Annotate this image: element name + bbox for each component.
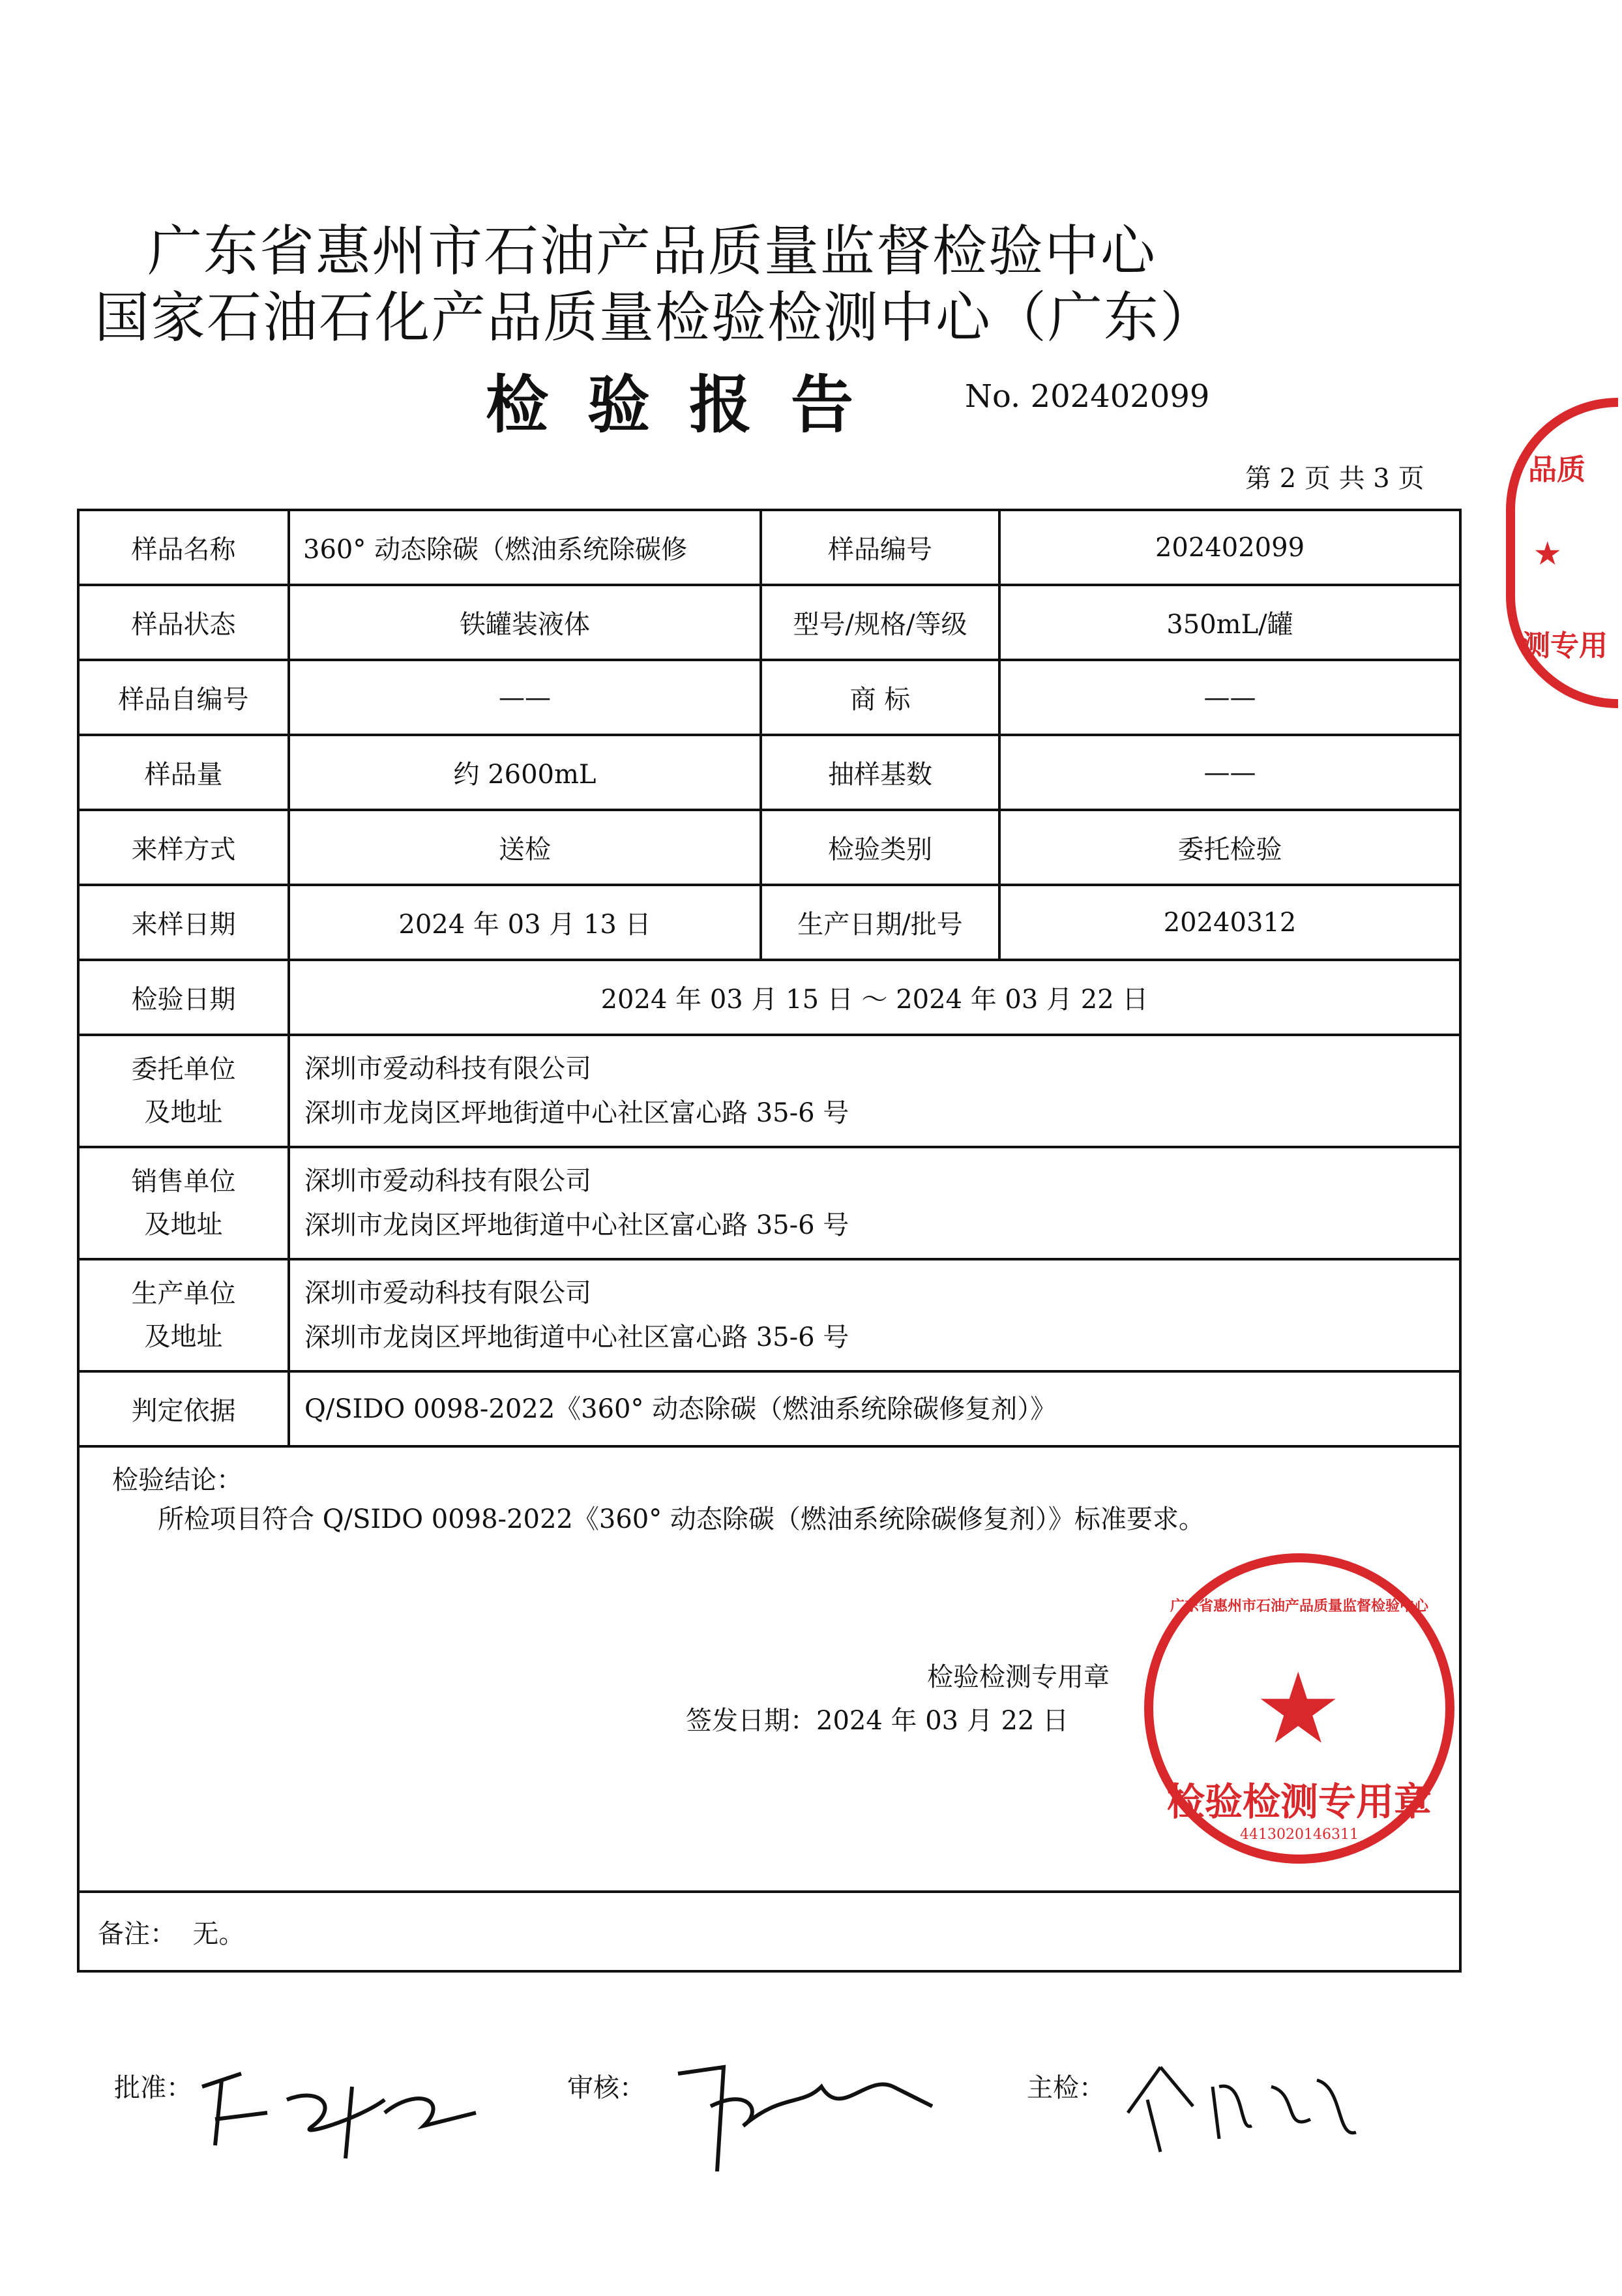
report-number: No. 202402099 <box>965 378 1210 415</box>
remark-cell <box>78 1892 1460 1971</box>
remark-value: 无。 <box>192 1918 245 1949</box>
label-line: 委托单位 <box>131 1054 236 1084</box>
remark-row <box>78 1892 1460 1971</box>
review-label: 审核： <box>567 2073 645 2103</box>
client-row <box>78 1035 1460 1147</box>
label-line: 及地址 <box>144 1210 223 1240</box>
table-row <box>78 660 1460 735</box>
basis-row <box>78 1371 1460 1446</box>
report-title: 检验报告 <box>486 368 892 441</box>
table-row <box>78 510 1460 585</box>
official-seal <box>1144 1553 1454 1864</box>
company-name: 深圳市爱动科技有限公司 <box>304 1166 591 1196</box>
reviewer-signature <box>671 2048 945 2178</box>
conclusion-label: 检验结论： <box>112 1465 243 1495</box>
remark-label: 备注： <box>98 1918 176 1949</box>
table-row <box>78 735 1460 810</box>
value: 铁罐装液体 <box>289 585 761 660</box>
institution-name-line1: 广东省惠州市石油产品质量监督检验中心 <box>147 219 1157 283</box>
table-row <box>78 810 1460 885</box>
value: 20240312 <box>999 885 1460 960</box>
page-info: 第 2 页 共 3 页 <box>1245 464 1424 494</box>
table-row <box>78 585 1460 660</box>
label: 抽样基数 <box>761 735 999 810</box>
company-address: 深圳市龙岗区坪地街道中心社区富心路 35-6 号 <box>304 1098 849 1128</box>
star-icon: ★ <box>1254 1652 1342 1766</box>
label: 样品编号 <box>761 510 999 585</box>
company-address: 深圳市龙岗区坪地街道中心社区富心路 35-6 号 <box>304 1322 849 1352</box>
label: 检验日期 <box>78 960 289 1035</box>
value <box>289 1147 1460 1259</box>
label: 样品量 <box>78 735 289 810</box>
seal-ring-text: 广东省惠州市石油产品质量监督检验中心 <box>1170 1598 1428 1615</box>
partial-seal-edge: 品质 ★ 测专用 <box>1506 398 1618 708</box>
stamp-caption: 检验检测专用章 <box>927 1662 1110 1692</box>
inspector-signature <box>1121 2048 1369 2178</box>
company-name: 深圳市爱动科技有限公司 <box>304 1054 591 1084</box>
value: 2024 年 03 月 13 日 <box>289 885 761 960</box>
company-name: 深圳市爱动科技有限公司 <box>304 1278 591 1308</box>
seal-subtitle: 检验检测专用章 <box>1166 1780 1432 1824</box>
approve-label: 批准： <box>114 2073 192 2103</box>
label <box>78 1147 289 1259</box>
label-line: 及地址 <box>144 1322 223 1352</box>
value <box>289 1035 1460 1147</box>
value: —— <box>999 660 1460 735</box>
value: 委托检验 <box>999 810 1460 885</box>
conclusion-text: 所检项目符合 Q/SIDO 0098-2022《360° 动态除碳（燃油系统除碳修复剂）》标准要求。 <box>158 1504 1205 1534</box>
value: 202402099 <box>999 510 1460 585</box>
label: 判定依据 <box>78 1371 289 1446</box>
value: 2024 年 03 月 15 日 ～ 2024 年 03 月 22 日 <box>289 960 1460 1035</box>
value: —— <box>999 735 1460 810</box>
label: 来样方式 <box>78 810 289 885</box>
value: Q/SIDO 0098-2022《360° 动态除碳（燃油系统除碳修复剂）》 <box>289 1371 1460 1446</box>
value: 350mL/罐 <box>999 585 1460 660</box>
label: 样品自编号 <box>78 660 289 735</box>
table-row <box>78 885 1460 960</box>
value <box>289 1259 1460 1371</box>
label: 生产日期/批号 <box>761 885 999 960</box>
value: 360° 动态除碳（燃油系统除碳修 <box>289 510 761 585</box>
inspection-date-row <box>78 960 1460 1035</box>
label: 样品名称 <box>78 510 289 585</box>
approver-signature <box>189 2048 502 2178</box>
issue-date: 签发日期：2024 年 03 月 22 日 <box>686 1706 1069 1736</box>
value: 约 2600mL <box>289 735 761 810</box>
value: 送检 <box>289 810 761 885</box>
label <box>78 1259 289 1371</box>
label-line: 生产单位 <box>131 1279 236 1309</box>
value: —— <box>289 660 761 735</box>
label: 商 标 <box>761 660 999 735</box>
seal-number: 4413020146311 <box>1240 1826 1359 1843</box>
company-address: 深圳市龙岗区坪地街道中心社区富心路 35-6 号 <box>304 1210 849 1240</box>
label: 来样日期 <box>78 885 289 960</box>
inspector-label: 主检： <box>1027 2073 1105 2103</box>
label: 型号/规格/等级 <box>761 585 999 660</box>
label: 样品状态 <box>78 585 289 660</box>
producer-row <box>78 1259 1460 1371</box>
institution-name-line2: 国家石油石化产品质量检验检测中心（广东） <box>94 286 1216 350</box>
label-line: 及地址 <box>144 1097 223 1127</box>
label: 检验类别 <box>761 810 999 885</box>
seller-row <box>78 1147 1460 1259</box>
label-line: 销售单位 <box>131 1167 236 1197</box>
label <box>78 1035 289 1147</box>
